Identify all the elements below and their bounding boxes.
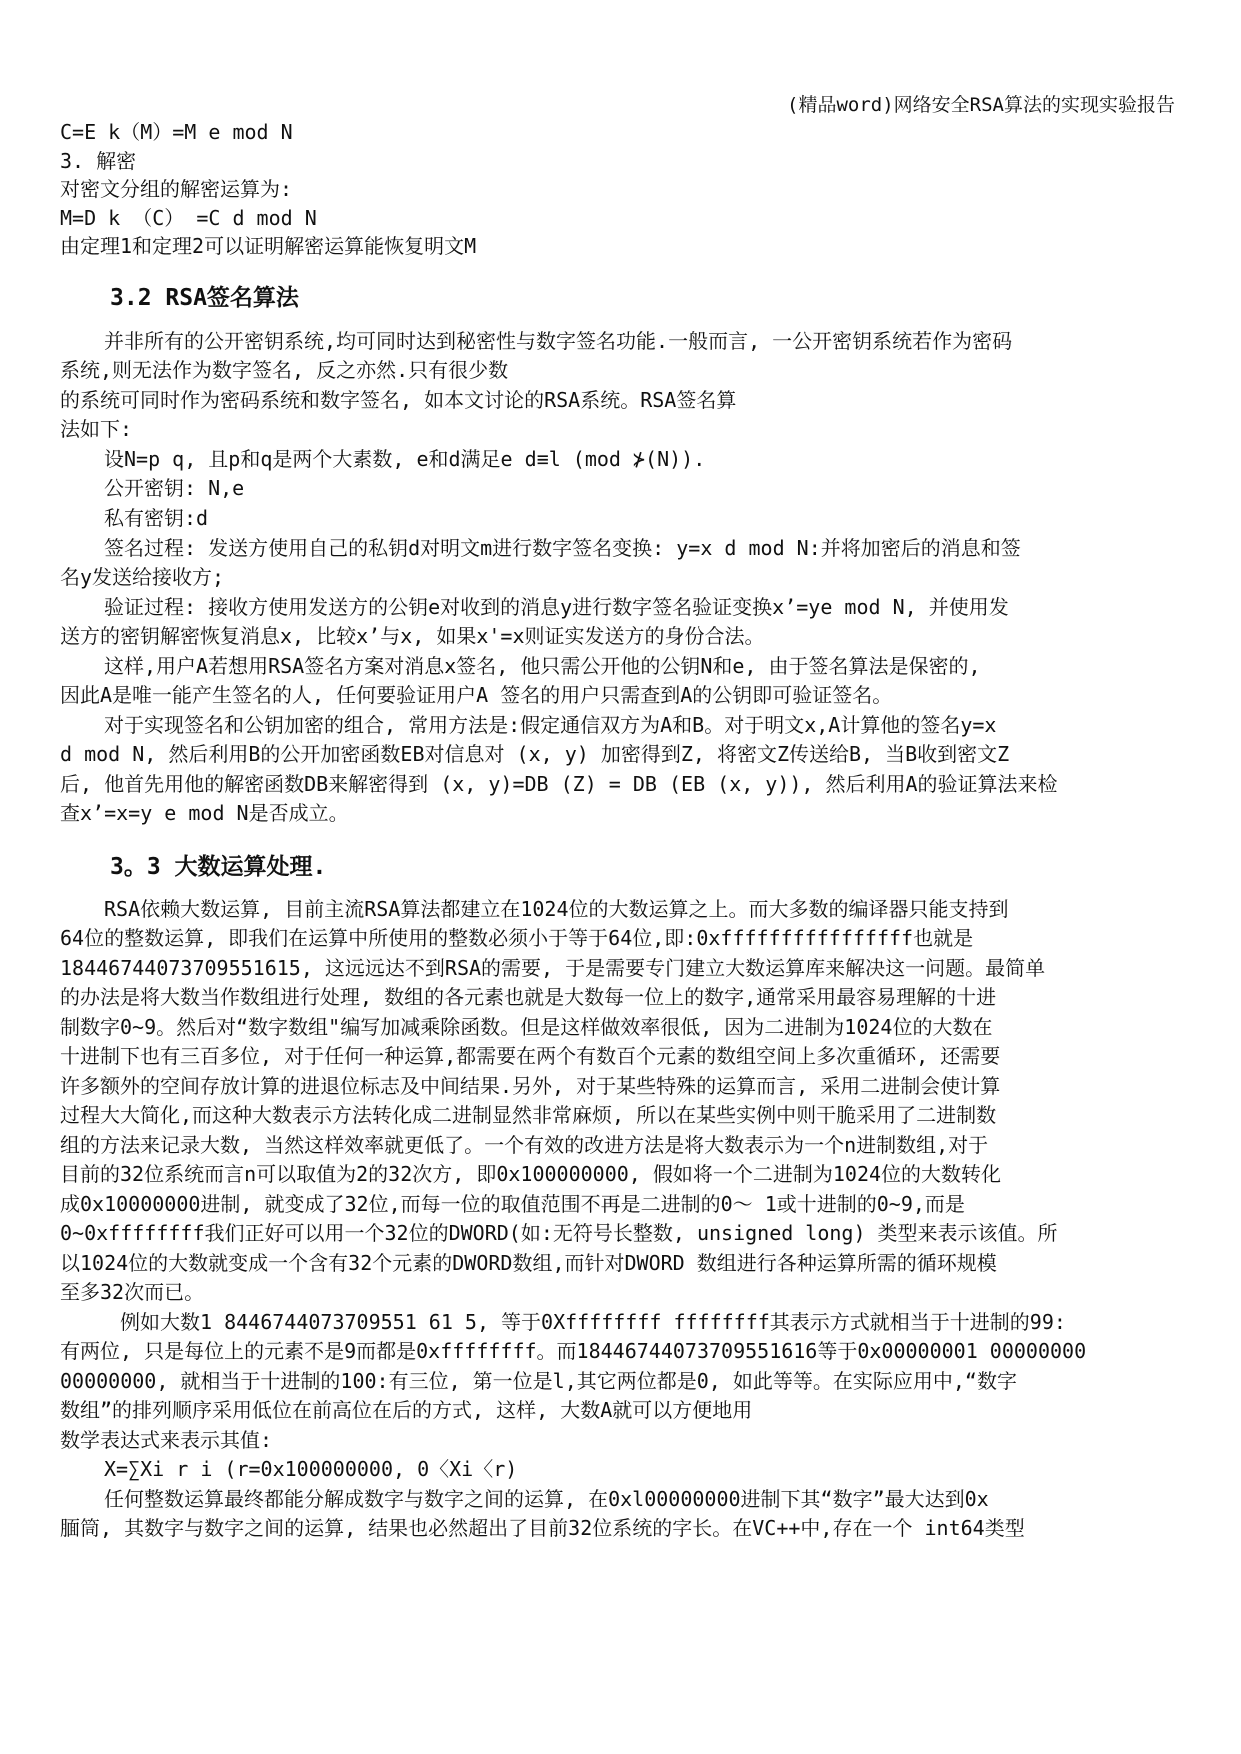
paragraph-line: 对于实现签名和公钥加密的组合, 常用方法是:假定通信双方为A和B。对于明文x,A计算他的签名y=x <box>104 713 997 737</box>
verify-process-line: 验证过程: 接收方使用发送方的公钥e对收到的消息y进行数字签名验证变换x’=ye mod N, 并使用发 <box>104 595 1009 619</box>
bignum-line: 制数字0~9。然后对“数字数组"编写加减乘除函数。但是这样做效率很低, 因为二进制为1024位的大数在 <box>60 1015 993 1039</box>
bignum-line: 成0x10000000进制, 就变成了32位,而每一位的取值范围不再是二进制的0～ 1或十进制的0~9,而是 <box>60 1192 965 1216</box>
bignum-line: 组的方法来记录大数, 当然这样效率就更低了。一个有效的改进方法是将大数表示为一个n进制数组,对于 <box>60 1133 989 1157</box>
paragraph-line: 因此A是唯一能产生签名的人, 任何要验证用户A 签名的用户只需查到A的公钥即可验证签名。 <box>60 683 893 707</box>
bignum-line: 目前的32位系统而言n可以取值为2的32次方, 即0x100000000, 假如将一个二进制为1024位的大数转化 <box>60 1162 1002 1186</box>
bignum-line: 至多32次而已。 <box>60 1280 205 1304</box>
public-key-line: 公开密钥: N,e <box>104 476 245 500</box>
paragraph-line: 这样,用户A若想用RSA签名方案对消息x签名, 他只需公开他的公钥N和e, 由于签名算法是保密的, <box>104 654 981 678</box>
bignum-line: 许多额外的空间存放计算的进退位标志及中间结果.另外, 对于某些特殊的运算而言, 采用二进制会使计算 <box>60 1074 1001 1098</box>
paragraph-line: 后, 他首先用他的解密函数DB来解密得到 (x, y)=DB (Z) = DB (EB (x, y)), 然后利用A的验证算法来检 <box>60 772 1058 796</box>
sign-process-line: 签名过程: 发送方使用自己的私钥d对明文m进行数字签名变换: y=x d mod N:并将加密后的消息和签 <box>104 536 1021 560</box>
bignum-line: 过程大大简化,而这种大数表示方法转化成二进制显然非常麻烦, 所以在某些实例中则干脆采用了二进制数 <box>60 1103 997 1127</box>
paragraph-line: 查x’=x=y e mod N是否成立。 <box>60 801 349 825</box>
encryption-formula: C=E k（M）=M e mod N <box>60 120 293 144</box>
verify-process-line: 送方的密钥解密恢复消息x, 比较x’与x, 如果x'=x则证实发送方的身份合法。 <box>60 624 765 648</box>
paragraph-line: d mod N, 然后利用B的公开加密函数EB对信息对 (x, y) 加密得到Z, 将密文Z传送给B, 当B收到密文Z <box>60 742 1010 766</box>
private-key-line: 私有密钥:d <box>104 506 209 530</box>
page-header: (精品word)网络安全RSA算法的实现实验报告 <box>787 94 1175 116</box>
example-line: 数学表达式来表示其值: <box>60 1428 273 1452</box>
decryption-note: 由定理1和定理2可以证明解密运算能恢复明文M <box>60 234 477 258</box>
bignum-line: 十进制下也有三百多位, 对于任何一种运算,都需要在两个有数百个元素的数组空间上多次重循环, 还需要 <box>60 1044 1001 1068</box>
bignum-line: 以1024位的大数就变成一个含有32个元素的DWORD数组,而针对DWORD 数组进行各种运算所需的循环规模 <box>60 1251 997 1275</box>
paragraph-line: 的系统可同时作为密码系统和数字签名, 如本文讨论的RSA系统。RSA签名算 <box>60 388 737 412</box>
decryption-intro: 对密文分组的解密运算为: <box>60 177 293 201</box>
example-line: 数组”的排列顺序采用低位在前高位在后的方式, 这样, 大数A就可以方便地用 <box>60 1398 753 1422</box>
bignum-line: 18446744073709551615, 这远远达不到RSA的需要, 于是需要专门建立大数运算库来解决这一问题。最简单 <box>60 956 1046 980</box>
paragraph-line: 任何整数运算最终都能分解成数字与数字之间的运算, 在0xl00000000进制下其“数字”最大达到0x <box>104 1487 989 1511</box>
bignum-line: 0~0xffffffff我们正好可以用一个32位的DWORD(如:无符号长整数, unsigned long) 类型来表示该值。所 <box>60 1221 1058 1245</box>
example-line: 00000000, 就相当于十进制的100:有三位, 第一位是l,其它两位都是0, 如此等等。在实际应用中,“数字 <box>60 1369 1017 1393</box>
sign-process-line: 名y发送给接收方; <box>60 565 225 589</box>
paragraph-line: 法如下: <box>60 417 133 441</box>
decryption-heading: 3. 解密 <box>60 149 137 173</box>
bignum-line: 的办法是将大数当作数组进行处理, 数组的各元素也就是大数每一位上的数字,通常采用最容易理解的十进 <box>60 985 997 1009</box>
bignum-line: 64位的整数运算, 即我们在运算中所使用的整数必须小于等于64位,即:0xffffffffffffffff也就是 <box>60 926 974 950</box>
paragraph-line: 并非所有的公开密钥系统,均可同时达到秘密性与数字签名功能.一般而言, 一公开密钥系统若作为密码 <box>104 329 1013 353</box>
section-3-2-title: 3.2 RSA签名算法 <box>110 285 299 311</box>
example-line: 有两位, 只是每位上的元素不是9而都是0xffffffff。而18446744073709551616等于0x00000001 00000000 <box>60 1339 1087 1363</box>
key-setup-line: 设N=p q, 且p和q是两个大素数, e和d满足e d≡l (mod ⊁(N)). <box>104 447 706 471</box>
decryption-formula: M=D k （C） =C d mod N <box>60 206 317 230</box>
section-3-3-title: 3。3 大数运算处理. <box>110 854 327 880</box>
paragraph-line: 系统,则无法作为数字签名, 反之亦然.只有很少数 <box>60 358 509 382</box>
sum-formula: X=∑Xi r i (r=0x100000000, 0〈Xi〈r) <box>104 1457 518 1481</box>
paragraph-line: 腼筒, 其数字与数字之间的运算, 结果也必然超出了目前32位系统的字长。在VC++中,存在一个 int64类型 <box>60 1516 1025 1540</box>
example-line: 例如大数1 8446744073709551 61 5, 等于0Xffffffff ffffffff其表示方式就相当于十进制的99: <box>120 1310 1066 1334</box>
bignum-line: RSA依赖大数运算, 目前主流RSA算法都建立在1024位的大数运算之上。而大多数的编译器只能支持到 <box>104 897 1009 921</box>
